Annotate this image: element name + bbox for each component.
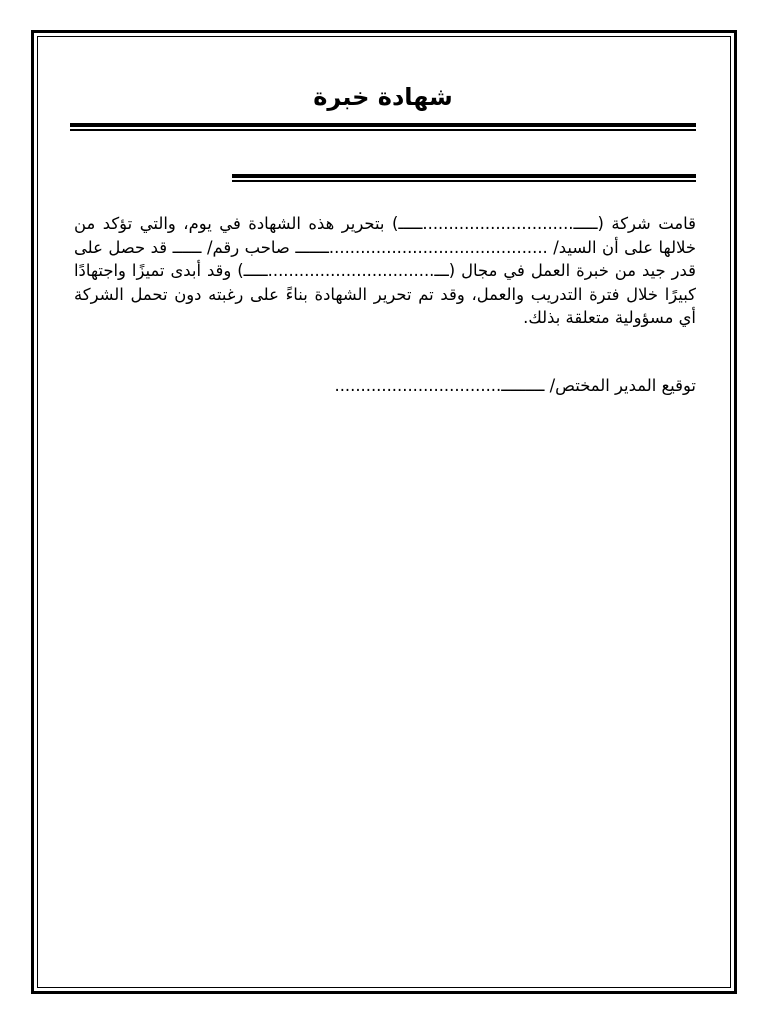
document-title: شهادة خبرة [313, 83, 453, 111]
signature-line: توقيع المدير المختص/ ـــــــــ................................ [334, 376, 696, 395]
section-divider [232, 174, 696, 182]
title-divider [70, 123, 696, 131]
certificate-body-text: قامت شركة (ـــــ.............................ـــــ) بتحرير هذه الشهادة في يوم، والتي تؤكد من خلالها على أن السيد/ ..........................................ـــــــ صاحب رقم/ ــــــ قد حصل على قدر جيد من خبرة العمل في مجال (ـــ................................ـــــ) وقد أبدى تميزًا واجتهادًا كبيرًا خلال فترة التدريب والعمل، وقد تم تحرير الشهادة بناءً على رغبته دون تحمل الشركة أي مسؤولية متعلقة بذلك. [74, 214, 696, 327]
